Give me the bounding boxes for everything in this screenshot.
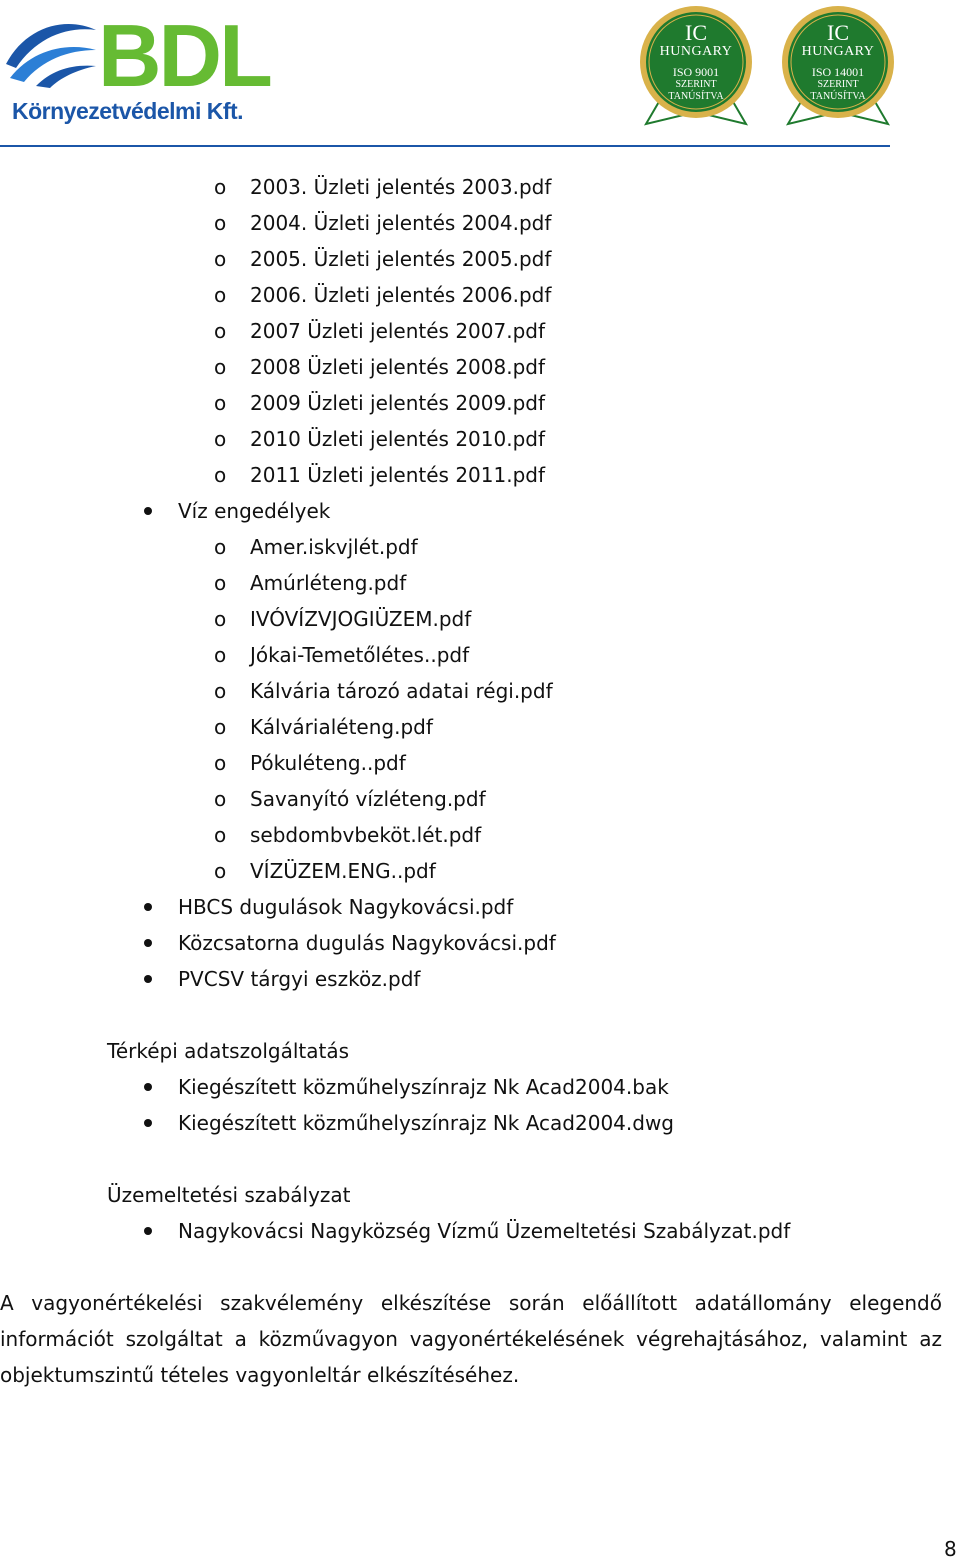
file-item: Amer.iskvjlét.pdf [250,535,418,559]
section-heading: Üzemeltetési szabályzat [107,1183,351,1207]
seal-country: HUNGARY [801,44,875,59]
paragraph-line: objektumszintű tételes vagyonleltár elkészítéséhez. [0,1363,520,1387]
seal-text: TANÚSÍTVA [668,91,724,102]
file-item: Nagykovácsi Nagyközség Vízmű Üzemeltetési Szabályzat.pdf [178,1219,791,1243]
seal-text: TANÚSÍTVA [810,91,866,102]
sub-bullet: o [214,823,227,847]
bullet [144,1083,152,1091]
file-item: Pókuléteng..pdf [250,751,406,775]
file-item: sebdombvbeköt.lét.pdf [250,823,482,847]
file-item: PVCSV tárgyi eszköz.pdf [178,967,421,991]
file-item: 2009 Üzleti jelentés 2009.pdf [250,391,546,415]
sub-bullet: o [214,175,227,199]
sub-bullet: o [214,247,227,271]
sub-bullet: o [214,715,227,739]
wing-logo-icon [6,16,98,88]
paragraph-line: információt szolgáltat a közművagyon vagyonértékelésének végrehajtásához, valamint az [0,1327,942,1351]
sub-bullet: o [214,283,227,307]
file-item: Kálvária tározó adatai régi.pdf [250,679,553,703]
bullet [144,1227,152,1235]
file-item: Jókai-Temetőlétes..pdf [250,643,470,667]
file-item: Kálvárialéteng.pdf [250,715,433,739]
file-item: 2004. Üzleti jelentés 2004.pdf [250,211,552,235]
seal-title: IC [685,20,707,45]
bullet [144,939,152,947]
file-item: Kiegészített közműhelyszínrajz Nk Acad2004.bak [178,1075,669,1099]
file-item: 2011 Üzleti jelentés 2011.pdf [250,463,546,487]
paragraph-line: A vagyonértékelési szakvélemény elkészítése során előállított adatállomány elegendő [0,1291,942,1315]
seal-standard: ISO 14001 [811,65,865,79]
seal-title: IC [827,20,849,45]
sub-bullet: o [214,787,227,811]
logo-wordmark: BDL [98,6,270,105]
bullet [144,903,152,911]
seal-country: HUNGARY [659,44,733,59]
file-item: 2005. Üzleti jelentés 2005.pdf [250,247,552,271]
section-heading: Térképi adatszolgáltatás [107,1039,350,1063]
seal-standard: ISO 9001 [672,65,720,79]
file-item: Kiegészített közműhelyszínrajz Nk Acad2004.dwg [178,1111,674,1135]
seal-text: SZERINT [817,79,859,90]
sub-bullet: o [214,571,227,595]
logo-subtitle: Környezetvédelmi Kft. [12,98,244,124]
sub-bullet: o [214,391,227,415]
sub-bullet: o [214,427,227,451]
sub-bullet: o [214,679,227,703]
header-divider [0,145,890,147]
list-heading: Víz engedélyek [178,499,331,523]
sub-bullet: o [214,643,227,667]
page-header [0,0,960,150]
file-item: 2008 Üzleti jelentés 2008.pdf [250,355,546,379]
sub-bullet: o [214,535,227,559]
iso-9001-seal [638,4,754,132]
sub-bullet: o [214,859,227,883]
sub-bullet: o [214,211,227,235]
sub-bullet: o [214,751,227,775]
bullet [144,975,152,983]
iso-14001-seal [780,4,896,132]
file-item: Közcsatorna dugulás Nagykovácsi.pdf [178,931,556,955]
file-item: Amúrléteng.pdf [250,571,407,595]
sub-bullet: o [214,607,227,631]
bullet [144,1119,152,1127]
file-item: IVÓVÍZVJOGIÜZEM.pdf [250,607,472,631]
file-item: HBCS dugulások Nagykovácsi.pdf [178,895,514,919]
sub-bullet: o [214,355,227,379]
company-logo [6,6,270,126]
page-number: 8 [944,1537,957,1561]
seal-text: SZERINT [675,79,717,90]
file-item: 2010 Üzleti jelentés 2010.pdf [250,427,546,451]
sub-bullet: o [214,319,227,343]
file-item: 2003. Üzleti jelentés 2003.pdf [250,175,552,199]
file-item: 2007 Üzleti jelentés 2007.pdf [250,319,546,343]
file-item: Savanyító vízléteng.pdf [250,787,486,811]
file-item: 2006. Üzleti jelentés 2006.pdf [250,283,552,307]
sub-bullet: o [214,463,227,487]
bullet [144,507,152,515]
file-item: VÍZÜZEM.ENG..pdf [250,859,436,883]
